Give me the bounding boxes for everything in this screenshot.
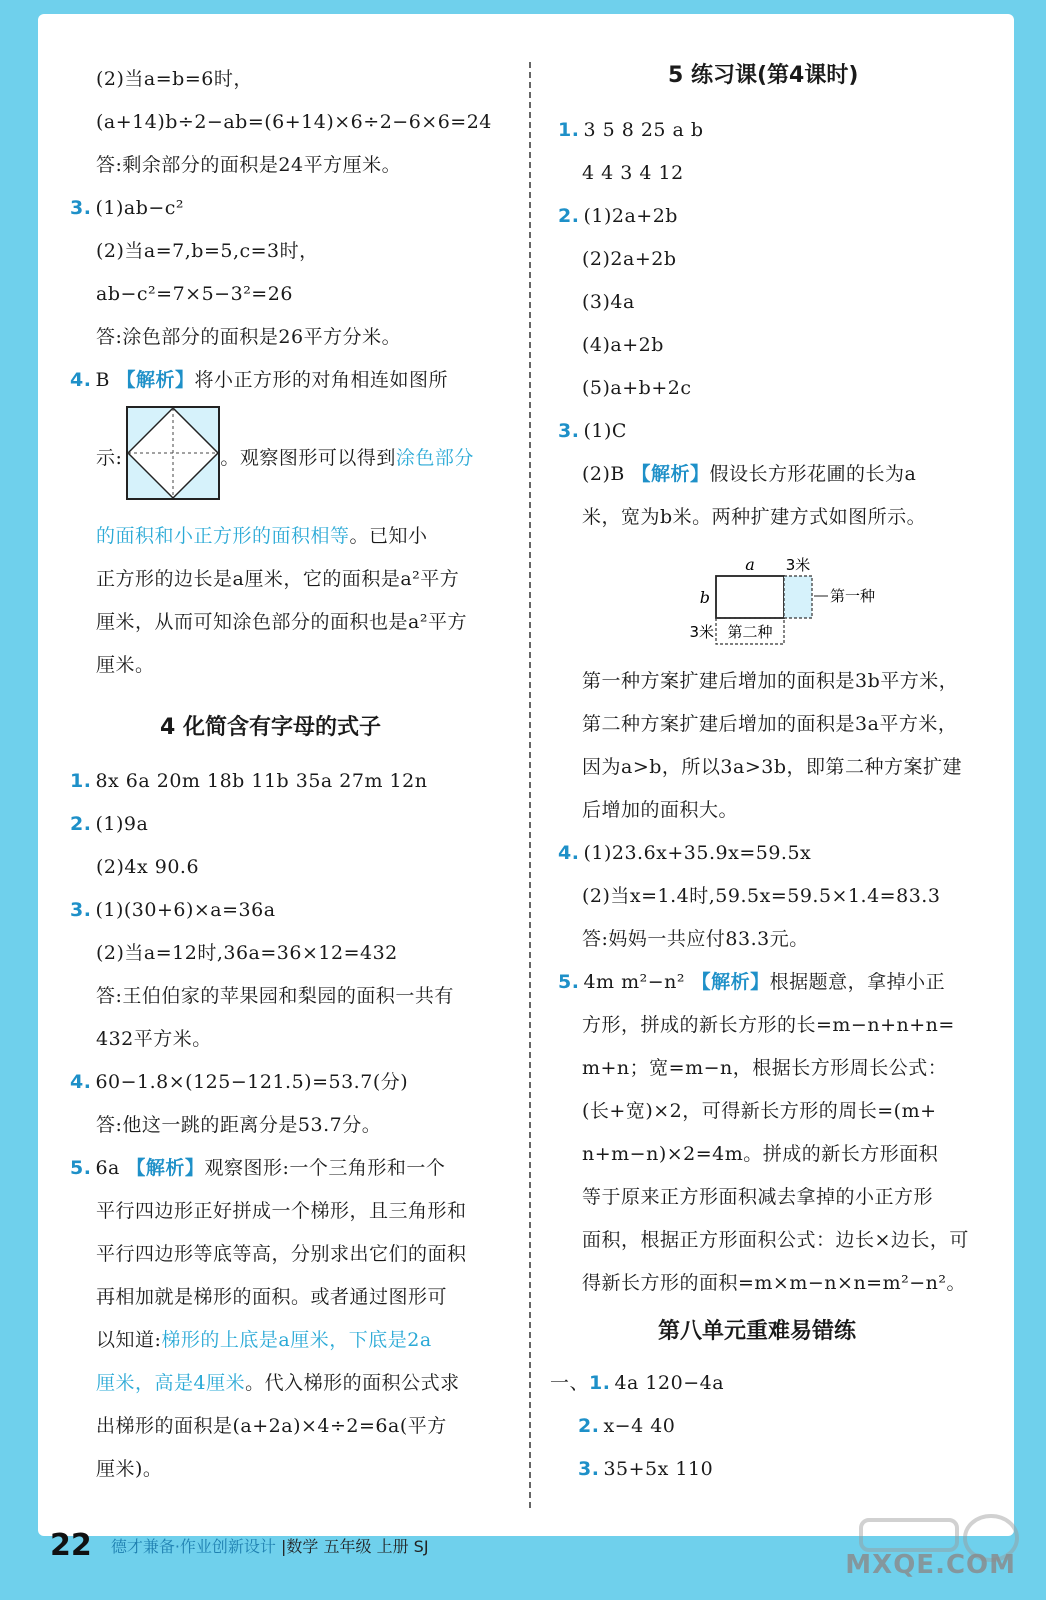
question-4	[70, 365, 448, 395]
section-5-title: 5 练习课(第4课时)	[668, 63, 859, 88]
text-line: 厘米。	[96, 654, 155, 676]
text-line: (1)23.6x+35.9x=59.5x	[583, 842, 812, 864]
text-line: 432平方米。	[96, 1028, 212, 1050]
text-line: m+n；宽=m−n，根据长方形周长公式：	[582, 1057, 948, 1079]
section-4-question-4	[70, 1067, 408, 1097]
text-line: (4)a+2b	[582, 334, 664, 356]
text-line	[96, 521, 428, 551]
text-line: 平行四边形等底等高，分别求出它们的面积	[96, 1243, 467, 1265]
text-line: (5)a+b+2c	[582, 377, 692, 399]
text-line: (1)ab−c²	[95, 197, 185, 219]
text-line: 第二种方案扩建后增加的面积是3a平方米，	[582, 713, 958, 735]
question-number: 3.	[578, 1458, 600, 1480]
practice-item-1	[550, 1368, 724, 1398]
unit-8-title: 第八单元重难易错练	[658, 1319, 857, 1344]
highlight-text: 涂色部分	[395, 447, 474, 469]
text-line: 将小正方形的对角相连如图所	[194, 369, 448, 391]
expansion-diagram	[674, 548, 894, 654]
answer: 4m m²−n²	[583, 971, 686, 993]
question-number: 3.	[70, 899, 92, 921]
text-line: (2)当a=12时,36a=36×12=432	[96, 942, 398, 964]
question-number: 4.	[70, 1071, 92, 1093]
text-line: (1)(30+6)×a=36a	[95, 899, 276, 921]
text-line: 第一种方案扩建后增加的面积是3b平方米，	[582, 670, 959, 692]
label-a: a	[745, 555, 755, 574]
text-line: 厘米，从而可知涂色部分的面积也是a²平方	[96, 611, 467, 633]
question-number: 2.	[558, 205, 580, 227]
text-line: 平行四边形正好拼成一个梯形，且三角形和	[96, 1200, 467, 1222]
text-segment: 。已知小	[349, 525, 428, 547]
square-diagonal-figure	[126, 406, 222, 502]
text-line: (3)4a	[582, 291, 635, 313]
question-number: 3.	[70, 197, 92, 219]
section-4-title: 4 化简含有字母的式子	[160, 715, 381, 740]
text-line: (2)2a+2b	[582, 248, 677, 270]
analysis-tag: 【解析】	[126, 1157, 205, 1179]
text-line: 答:剩余部分的面积是24平方厘米。	[96, 154, 402, 176]
practice-item-2	[578, 1411, 675, 1441]
section-4-question-5	[70, 1153, 445, 1183]
label-3m-top: 3米	[785, 556, 811, 574]
text-line: 4 4 3 4 12	[582, 162, 684, 184]
question-number: 1.	[558, 119, 580, 141]
question-number: 4.	[558, 842, 580, 864]
question-3	[558, 416, 627, 446]
part-prefix: 一、	[550, 1372, 590, 1394]
question-number: 2.	[70, 813, 92, 835]
text-line	[96, 1325, 432, 1355]
text-line: x−4 40	[603, 1415, 676, 1437]
text-line: ab−c²=7×5−3²=26	[96, 283, 293, 305]
label-3m-left: 3米	[689, 623, 714, 641]
text-line: 厘米)。	[96, 1458, 163, 1480]
text-line: 得新长方形的面积=m×m−n×n=m²−n²。	[582, 1272, 967, 1294]
text-line	[582, 459, 916, 489]
text-line: (2)当x=1.4时,59.5x=59.5×1.4=83.3	[582, 885, 941, 907]
text-line: 观察图形:一个三角形和一个	[204, 1157, 446, 1179]
text-line: (a+14)b÷2−ab=(6+14)×6÷2−6×6=24	[96, 111, 492, 133]
page-sheet	[38, 14, 1014, 1536]
text-line: 面积，根据正方形面积公式：边长×边长，可	[582, 1229, 969, 1251]
first-option-area	[784, 576, 812, 618]
highlight-text: 厘米，高是4厘米	[96, 1372, 246, 1394]
text-segment: 以知道:	[96, 1329, 162, 1351]
analysis-tag: 【解析】	[691, 971, 770, 993]
text-line: n+m−n)×2=4m。拼成的新长方形面积	[582, 1143, 939, 1165]
label-second: 第二种	[727, 623, 773, 641]
question-1	[558, 115, 704, 145]
question-number: 5.	[558, 971, 580, 993]
section-4-question-2	[70, 809, 148, 839]
column-divider	[529, 62, 531, 1508]
section-4-question-3	[70, 895, 276, 925]
question-3	[70, 193, 184, 223]
question-number: 1.	[70, 770, 92, 792]
answer: 6a	[95, 1157, 120, 1179]
text-segment: 假设长方形花圃的长为a	[709, 463, 917, 485]
question-number: 4.	[70, 369, 92, 391]
label-b: b	[699, 588, 710, 607]
text-segment: 示:	[96, 447, 123, 469]
text-line: 答:王伯伯家的苹果园和梨园的面积一共有	[96, 985, 454, 1007]
watermark-text: MXQE.COM	[845, 1550, 1016, 1580]
question-2	[558, 201, 678, 231]
highlight-text: 的面积和小正方形的面积相等	[96, 525, 350, 547]
text-line: 正方形的边长是a厘米，它的面积是a²平方	[96, 568, 460, 590]
text-segment: 根据题意，拿掉小正	[769, 971, 946, 993]
analysis-tag: 【解析】	[631, 463, 710, 485]
text-line: 等于原来正方形面积减去拿掉的小正方形	[582, 1186, 934, 1208]
question-4	[558, 838, 811, 868]
question-number: 2.	[578, 1415, 600, 1437]
series-name: 德才兼备·作业创新设计	[110, 1537, 276, 1556]
question-number: 5.	[70, 1157, 92, 1179]
text-line: 米，宽为b米。两种扩建方式如图所示。	[582, 506, 927, 528]
question-number: 1.	[589, 1372, 611, 1394]
section-4-question-1	[70, 766, 427, 796]
book-info: |数学 五年级 上册 SJ	[281, 1537, 429, 1556]
page-number: 22	[50, 1528, 92, 1563]
highlight-text: 梯形的上底是a厘米，下底是2a	[161, 1329, 432, 1351]
text-line: (2)当a=b=6时，	[96, 68, 253, 90]
text-line: 答:妈妈一共应付83.3元。	[582, 928, 809, 950]
text-line: 出梯形的面积是(a+2a)×4÷2=6a(平方	[96, 1415, 447, 1437]
text-line: (2)4x 90.6	[96, 856, 200, 878]
page-footer	[50, 1528, 429, 1563]
practice-item-3	[578, 1454, 713, 1484]
text-line: (1)9a	[95, 813, 149, 835]
text-line: (1)2a+2b	[583, 205, 678, 227]
text-line: 4a 120−4a	[614, 1372, 725, 1394]
text-line: 方形，拼成的新长方形的长=m−n+n+n=	[582, 1014, 955, 1036]
text-line: 因为a>b，所以3a>3b，即第二种方案扩建	[582, 756, 962, 778]
answer: (2)B	[582, 463, 625, 485]
text-line: 60−1.8×(125−121.5)=53.7(分)	[95, 1071, 409, 1093]
text-line: 3 5 8 25 a b	[583, 119, 704, 141]
text-line: 8x 6a 20m 18b 11b 35a 27m 12n	[95, 770, 428, 792]
text-line: 35+5x 110	[603, 1458, 714, 1480]
text-line: (2)当a=7,b=5,c=3时，	[96, 240, 319, 262]
text-line: 答:涂色部分的面积是26平方分米。	[96, 326, 402, 348]
text-line: 再相加就是梯形的面积。或者通过图形可	[96, 1286, 448, 1308]
text-line: 答:他这一跳的距离分是53.7分。	[96, 1114, 382, 1136]
question-5	[558, 967, 945, 997]
text-segment: 。观察图形可以得到	[220, 447, 396, 469]
text-segment: 。代入梯形的面积公式求	[245, 1372, 460, 1394]
text-line: 后增加的面积大。	[582, 799, 739, 821]
text-line	[96, 1368, 460, 1398]
text-line: (长+宽)×2，可得新长方形的周长=(m+	[582, 1100, 937, 1122]
answer: B	[95, 369, 110, 391]
label-first: 第一种	[830, 587, 876, 605]
text-line: (1)C	[583, 420, 627, 442]
garden-rect	[716, 576, 784, 618]
question-number: 3.	[558, 420, 580, 442]
analysis-tag: 【解析】	[116, 369, 195, 391]
